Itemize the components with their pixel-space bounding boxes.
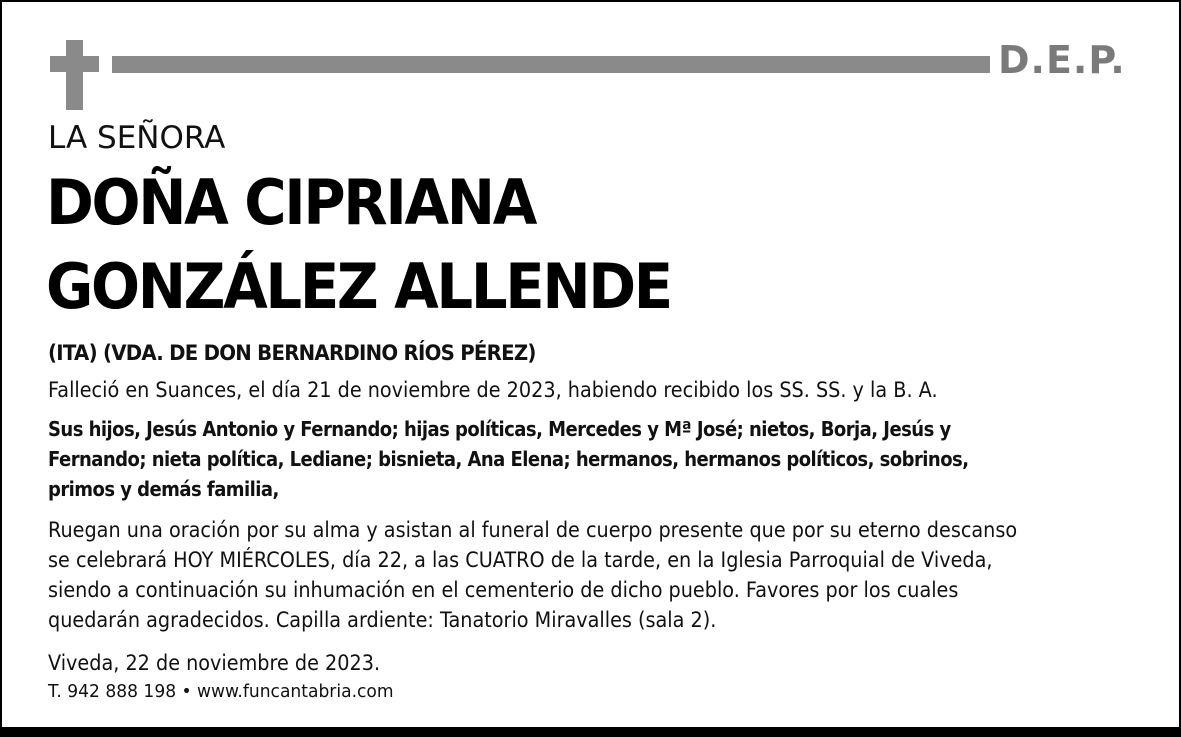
deceased-name-line-1: DOÑA CIPRIANA — [46, 166, 536, 239]
family-list — [48, 414, 1056, 504]
funeral-details — [48, 515, 1073, 635]
family-line: Sus hijos, Jesús Antonio y Fernando; hijas políticas, Mercedes y Mª José; nietos, Borja, Jesús y — [48, 417, 951, 441]
death-notice: Falleció en Suances, el día 21 de noviembre de 2023, habiendo recibido los SS. SS. y la B. A. — [48, 378, 938, 402]
deceased-subtitle: (ITA) (VDA. DE DON BERNARDINO RÍOS PÉREZ) — [48, 341, 536, 365]
dep-label: D.E.P. — [998, 38, 1126, 82]
cross-icon — [66, 40, 83, 110]
funeral-line: siendo a continuación su inhumación en el cementerio de dicho pueblo. Favores por los cuales — [48, 578, 959, 602]
deceased-name-line-2: GONZÁLEZ ALLENDE — [46, 250, 671, 323]
family-line: primos y demás familia, — [48, 477, 279, 501]
funeral-line: Ruegan una oración por su alma y asistan al funeral de cuerpo presente que por su eterno descanso — [48, 518, 1018, 542]
funeral-line: quedarán agradecidos. Capilla ardiente: Tanatorio Miravalles (sala 2). — [48, 608, 717, 632]
header-rule — [112, 56, 990, 73]
family-line: Fernando; nieta política, Lediane; bisnieta, Ana Elena; hermanos, hermanos políticos, sobrinos, — [48, 447, 969, 471]
funeral-line: se celebrará HOY MIÉRCOLES, día 22, a las CUATRO de la tarde, en la Iglesia Parroquial de Viveda, — [48, 548, 993, 572]
place-date: Viveda, 22 de noviembre de 2023. — [48, 651, 381, 675]
contact-info: T. 942 888 198 • www.funcantabria.com — [48, 681, 394, 702]
honorific: LA SEÑORA — [48, 120, 226, 156]
cross-icon-arm — [50, 56, 99, 72]
